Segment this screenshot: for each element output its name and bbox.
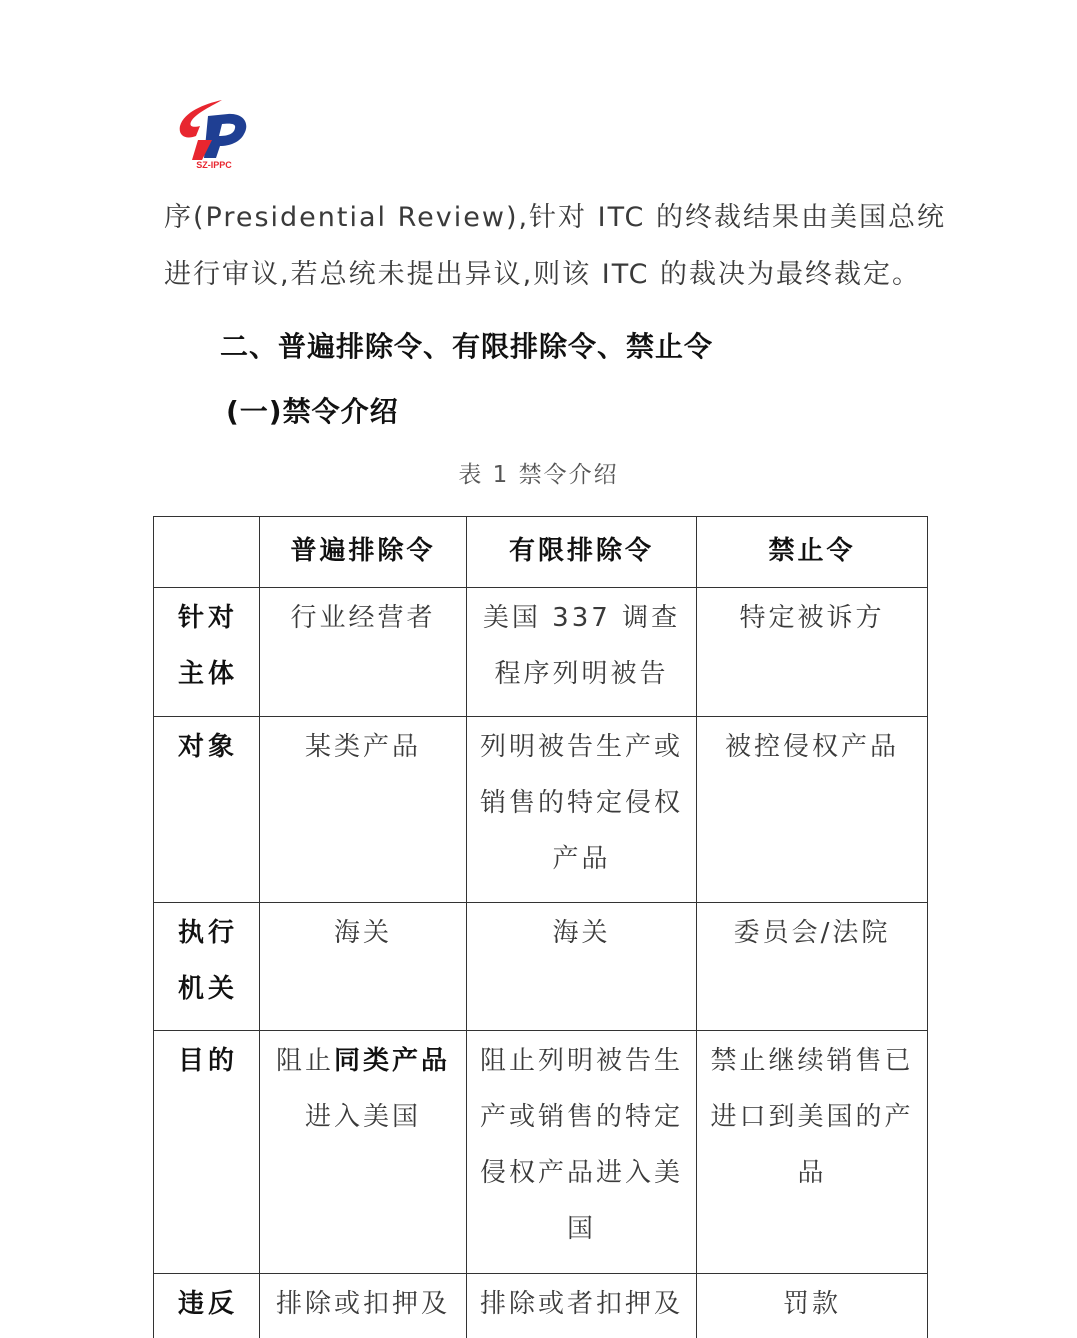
header-cell-limited-exclusion: 有限排除令 <box>467 517 697 588</box>
table-row <box>154 903 928 1031</box>
table-row <box>154 1031 928 1274</box>
table-cell: 阻止列明被告生产或销售的特定侵权产品进入美国 <box>467 1031 697 1274</box>
purpose-text-bold: 同类产品 <box>334 1046 451 1076</box>
paragraph-line-2: 进行审议,若总统未提出异议,则该 ITC 的裁决为最终裁定。 <box>164 259 922 290</box>
table-cell: 排除或者扣押及 <box>467 1274 697 1338</box>
subsection-heading: (一)禁令介绍 <box>226 395 399 428</box>
logo-blue-p <box>204 114 246 158</box>
table-header-row <box>154 517 928 588</box>
header-cell-empty <box>154 517 260 588</box>
table-cell: 委员会/法院 <box>697 903 928 1031</box>
row-head-subject: 针对主体 <box>154 588 260 717</box>
header-cell-general-exclusion: 普遍排除令 <box>260 517 467 588</box>
table-cell: 海关 <box>467 903 697 1031</box>
table-row <box>154 1274 928 1338</box>
sz-ippc-logo <box>178 96 250 172</box>
purpose-text-pre: 阻止 <box>275 1046 334 1076</box>
table-cell: 某类产品 <box>260 717 467 903</box>
section-heading: 二、普遍排除令、有限排除令、禁止令 <box>220 330 714 363</box>
table-cell: 行业经营者 <box>260 588 467 717</box>
logo-text: SZ-IPPC <box>196 160 232 170</box>
table-cell: 美国 337 调查程序列明被告 <box>467 588 697 717</box>
injunction-table <box>153 516 928 1338</box>
table-cell: 被控侵权产品 <box>697 717 928 903</box>
table-row <box>154 717 928 903</box>
table-caption: 表 1 禁令介绍 <box>458 462 619 488</box>
paragraph-line-1: 序(Presidential Review),针对 ITC 的终裁结果由美国总统 <box>164 202 946 233</box>
table-cell: 禁止继续销售已进口到美国的产品 <box>697 1031 928 1274</box>
table-cell: 列明被告生产或销售的特定侵权产品 <box>467 717 697 903</box>
table-cell: 排除或扣押及 <box>260 1274 467 1338</box>
table-row <box>154 588 928 717</box>
row-head-object: 对象 <box>154 717 260 903</box>
row-head-enforcement: 执行机关 <box>154 903 260 1031</box>
table-cell: 罚款 <box>697 1274 928 1338</box>
table-cell <box>260 1031 467 1274</box>
table-cell: 特定被诉方 <box>697 588 928 717</box>
table-cell: 海关 <box>260 903 467 1031</box>
row-head-violation: 违反 <box>154 1274 260 1338</box>
purpose-text-post: 进入美国 <box>304 1102 421 1132</box>
row-head-purpose: 目的 <box>154 1031 260 1274</box>
header-cell-cease-desist: 禁止令 <box>697 517 928 588</box>
